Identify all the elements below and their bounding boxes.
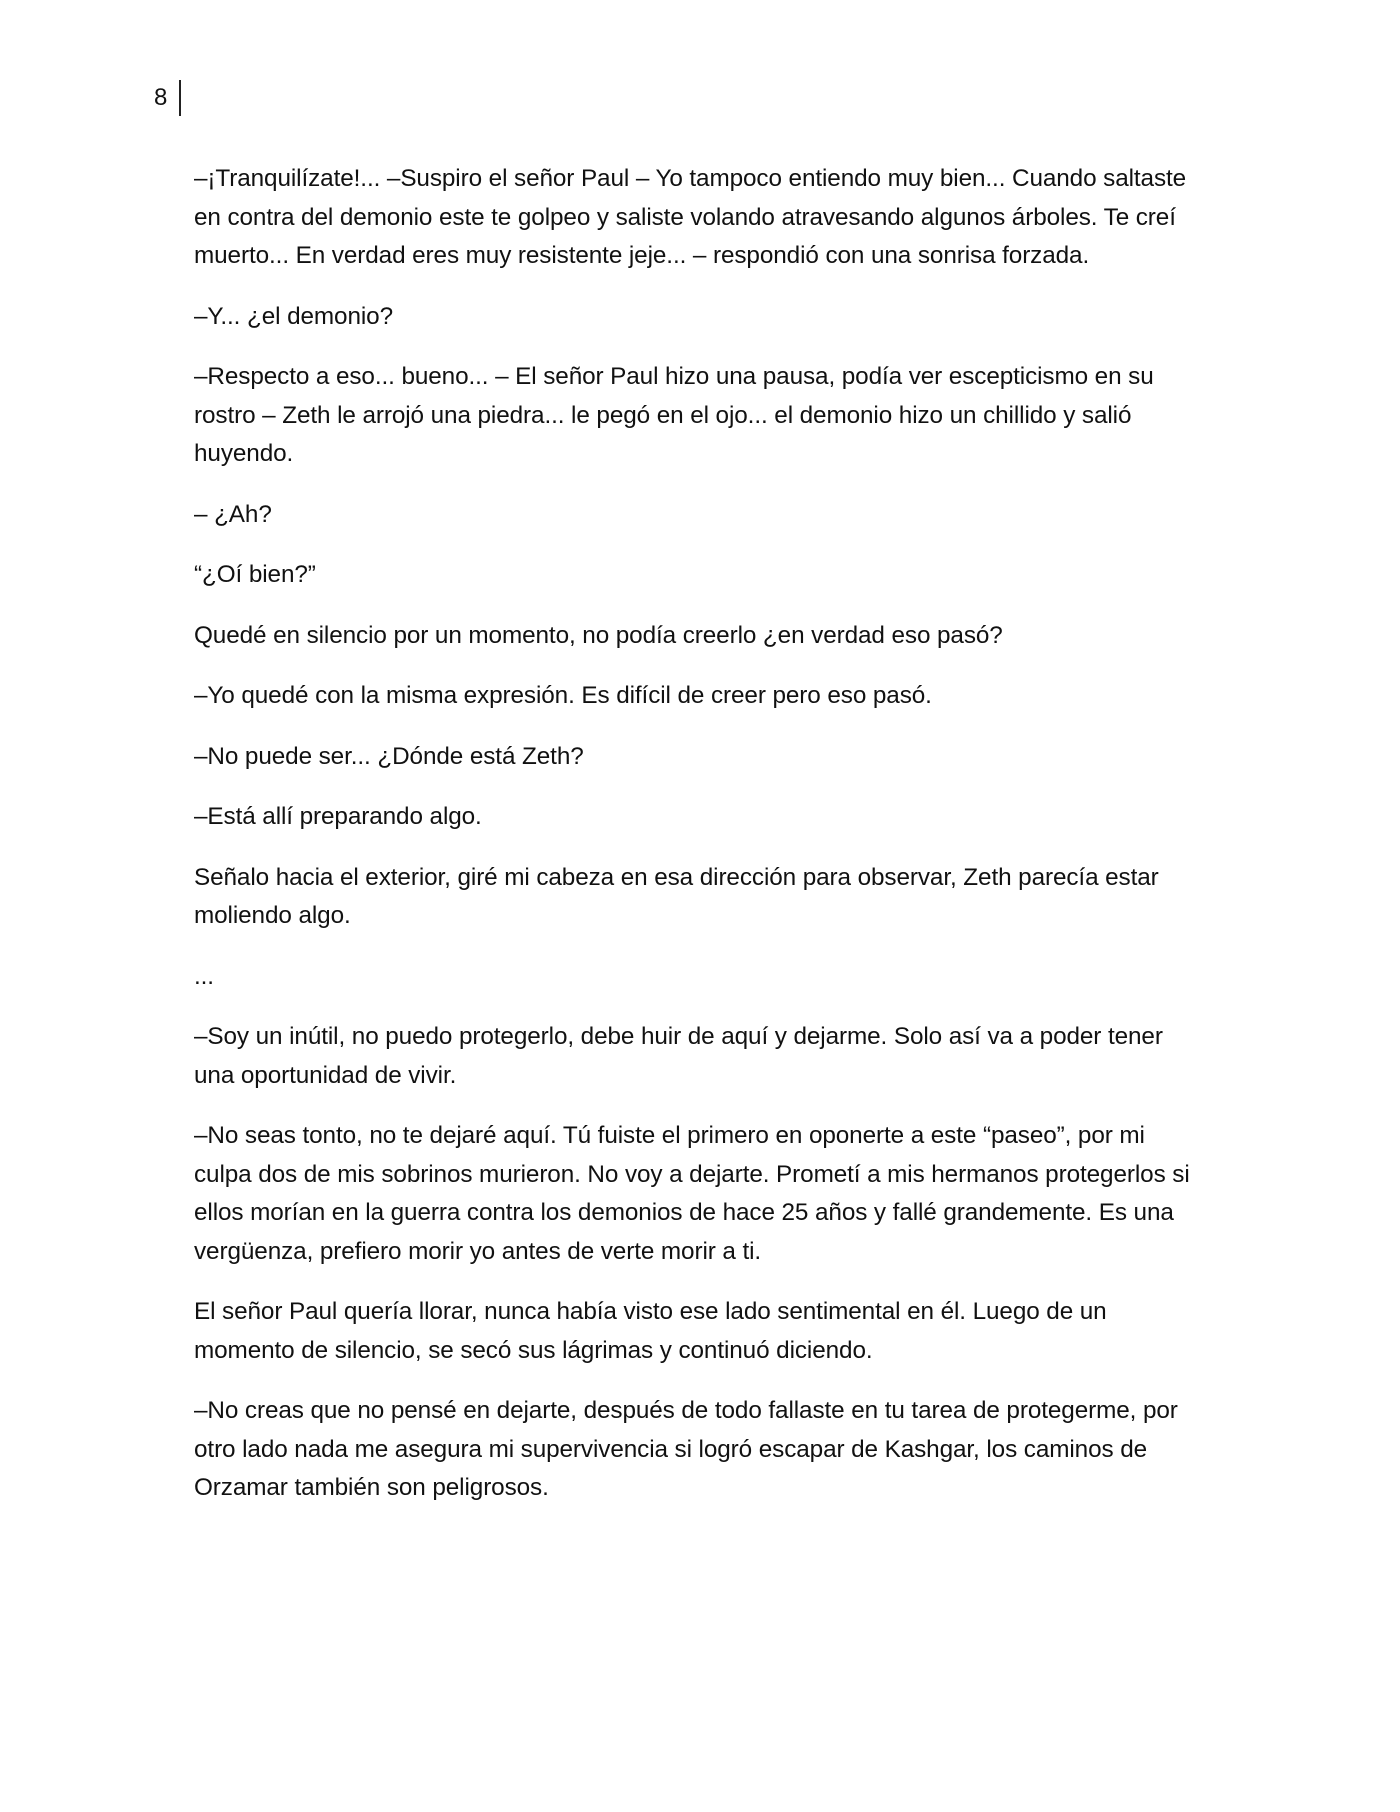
page-header xyxy=(154,80,181,116)
header-divider xyxy=(179,80,181,116)
paragraph: –No seas tonto, no te dejaré aquí. Tú fuiste el primero en oponerte a este “paseo”, por mi culpa dos de mis sobrinos murieron. No voy a dejarte. Prometí a mis hermanos protegerlos si ellos morían en la guerra contra los demonios de hace 25 años y fallé grandemente. Es una vergüenza, prefiero morir yo antes de verte morir a ti. xyxy=(194,1122,1190,1265)
paragraph: –No creas que no pensé en dejarte, después de todo fallaste en tu tarea de protegerme, por otro lado nada me asegura mi supervivencia si logró escapar de Kashgar, los caminos de Orzamar también son peligrosos. xyxy=(194,1397,1178,1501)
paragraph: –Y... ¿el demonio? xyxy=(194,302,394,330)
paragraph: –¡Tranquilízate!... –Suspiro el señor Paul – Yo tampoco entiendo muy bien... Cuando saltaste en contra del demonio este te golpeo y saliste volando atravesando algunos árboles. Te creí muerto... En verdad eres muy resistente jeje... – respondió con una sonrisa forzada. xyxy=(194,165,1187,269)
paragraph: –Yo quedé con la misma expresión. Es difícil de creer pero eso pasó. xyxy=(194,682,932,709)
paragraph: –Soy un inútil, no puedo protegerlo, debe huir de aquí y dejarme. Solo así va a poder tener una oportunidad de vivir. xyxy=(194,1023,1163,1089)
paragraph: –Respecto a eso... bueno... – El señor Paul hizo una pausa, podía ver escepticismo en su rostro – Zeth le arrojó una piedra... le pegó en el ojo... el demonio hizo un chillido y salió huyendo. xyxy=(194,363,1154,467)
page-number: 8 xyxy=(154,84,168,111)
scene-break: ... xyxy=(194,962,214,990)
paragraph: “¿Oí bien?” xyxy=(194,561,316,588)
paragraph: El señor Paul quería llorar, nunca había visto ese lado sentimental en él. Luego de un momento de silencio, se secó sus lágrimas y continuó diciendo. xyxy=(194,1298,1107,1364)
paragraph: –Está allí preparando algo. xyxy=(194,803,482,830)
paragraph: – ¿Ah? xyxy=(194,500,272,528)
paragraph: Señalo hacia el exterior, giré mi cabeza en esa dirección para observar, Zeth parecía estar moliendo algo. xyxy=(194,863,1159,929)
paragraph: Quedé en silencio por un momento, no podía creerlo ¿en verdad eso pasó? xyxy=(194,621,1003,649)
page-body xyxy=(194,160,1209,1530)
paragraph: –No puede ser... ¿Dónde está Zeth? xyxy=(194,742,584,770)
